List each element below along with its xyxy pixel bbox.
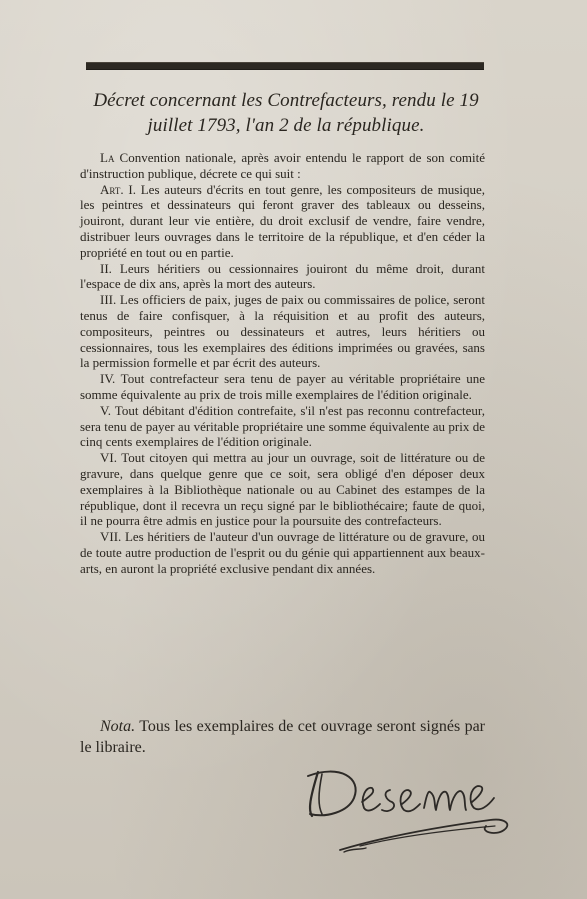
preamble-lead: La [100, 150, 115, 165]
signature-mark [300, 758, 530, 858]
article-label: II. [100, 260, 112, 276]
article-label: VII. [100, 529, 122, 545]
article-text: Tout débitant d'édition contrefaite, s'il n'est pas reconnu contrefacteur, sera tenu de payer au véritable propriétaire une somme équivalente au prix de cinq cents exemplaires de l'édition originale. [80, 402, 485, 450]
nota-label: Nota. [100, 718, 136, 735]
article-4 [80, 371, 485, 403]
article-7 [80, 529, 485, 576]
article-label: IV. [100, 371, 116, 387]
article-label: III. [100, 292, 117, 308]
article-text: Tout citoyen qui mettra au jour un ouvrage, soit de littérature ou de gravure, dans quelque genre que ce soit, sera obligé d'en déposer deux exemplaires à la Bibliothèque nationale ou au Cabinet des estampes de la république, dont il recevra un reçu signé par le bibliothécaire; faute de quoi, il ne pourra être admis en justice pour la poursuite des contrefacteurs. [80, 450, 485, 529]
article-label: V. [100, 402, 111, 418]
article-text: Les héritiers de l'auteur d'un ouvrage de littérature ou de gravure, ou de toute autre production de l'esprit ou du génie qui appartiennent aux beaux-arts, en auront la propriété exclusive pendant dix années. [80, 529, 485, 576]
article-text: Les officiers de paix, juges de paix ou commissaires de police, seront tenus de faire confisquer, à la réquisition et au profit des auteurs, compositeurs, peintres ou dessinateurs et autres, leurs héritiers ou cessionnaires, tous les exemplaires des éditions imprimées ou gravées, sans la permission formelle et par écrit des auteurs. [80, 292, 485, 371]
article-2 [80, 261, 485, 293]
preamble-text: Convention nationale, après avoir entendu le rapport de son comité d'instruction publique, décrete ce qui suit : [80, 150, 485, 181]
article-5 [80, 403, 485, 450]
nota-text: Tous les exemplaires de cet ouvrage seront signés par le libraire. [80, 718, 485, 756]
article-1 [80, 182, 485, 261]
preamble-paragraph [80, 150, 485, 182]
article-3 [80, 292, 485, 371]
article-label: VI. [100, 450, 117, 466]
decree-body [80, 150, 485, 577]
article-6 [80, 450, 485, 529]
nota-paragraph [80, 716, 485, 758]
article-text: Leurs héritiers ou cessionnaires jouiront du même droit, durant l'espace de dix ans, après la mort des auteurs. [80, 260, 485, 292]
article-text: Tout contrefacteur sera tenu de payer au véritable propriétaire une somme équivalente au prix de trois mille exemplaires de l'édition originale. [80, 371, 485, 402]
decree-title: Décret concernant les Contrefacteurs, rendu le 19 juillet 1793, l'an 2 de la république. [93, 90, 479, 136]
article-label: Art. I. [100, 181, 136, 197]
article-text: Les auteurs d'écrits en tout genre, les compositeurs de musique, les peintres et dessinateurs qui feront graver des tableaux ou desseins, jouiront, durant leur vie entière, du droit exclusif de vendre, faire vendre, distribuer leurs ouvrages dans le territoire de la république, et d'en céder la propriété en tout ou en partie. [80, 181, 485, 260]
header-rule [86, 62, 484, 70]
